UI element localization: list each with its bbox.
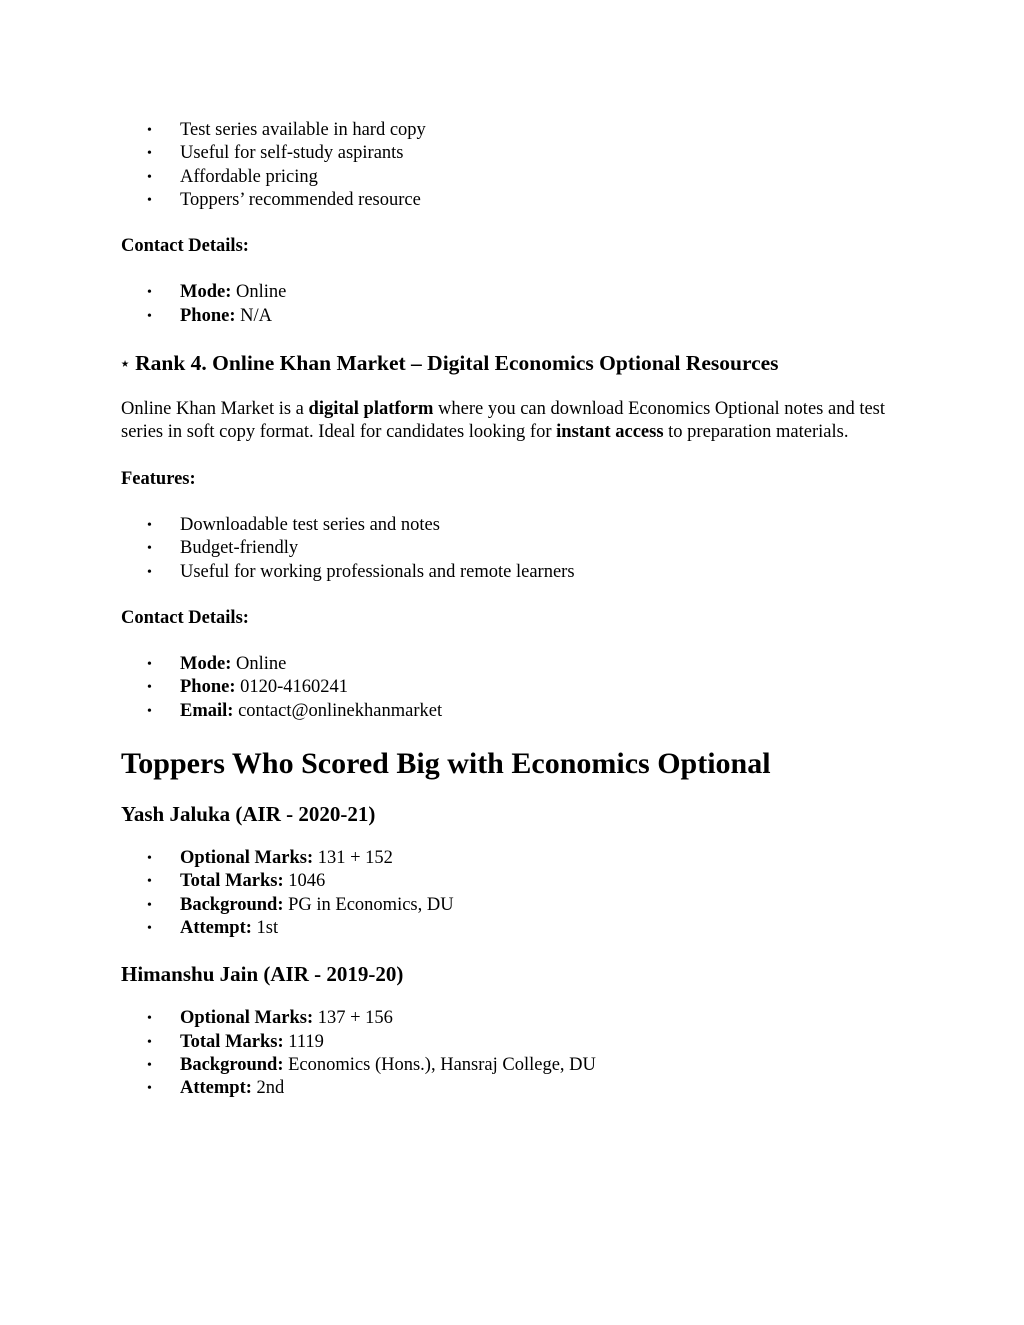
bullet-icon: •	[147, 1057, 152, 1073]
list-item: • Attempt: 1st	[121, 917, 911, 940]
bullet-icon: •	[147, 308, 152, 324]
bullet-icon: •	[147, 897, 152, 913]
list-item: • Test series available in hard copy	[121, 119, 911, 142]
list-item: • Phone: 0120-4160241	[121, 676, 911, 699]
bullet-icon: •	[147, 657, 152, 673]
list-item: • Optional Marks: 131 + 152	[121, 847, 911, 870]
bullet-icon: •	[147, 564, 152, 580]
rank4-heading: ⭑ Rank 4. Online Khan Market – Digital Economics Optional Resources	[121, 351, 779, 376]
toppers-heading: Toppers Who Scored Big with Economics Optional	[121, 747, 771, 781]
contact-list	[121, 281, 911, 328]
list-item: • Useful for working professionals and remote learners	[121, 561, 911, 584]
document-page	[121, 119, 911, 1100]
bullet-icon: •	[147, 703, 152, 719]
rank4-description: Online Khan Market is a digital platform where you can download Economics Optional notes and test series in soft copy format. Ideal for candidates looking for instant access to preparation materials.	[121, 399, 886, 443]
bullet-icon: •	[147, 1081, 152, 1097]
contact-details-heading: Contact Details:	[121, 236, 249, 257]
bullet-icon: •	[147, 1011, 152, 1027]
contact-details-heading: Contact Details:	[121, 607, 249, 628]
list-item: • Attempt: 2nd	[121, 1077, 911, 1100]
list-item: • Email: contact@onlinekhanmarket	[121, 700, 911, 723]
topper-name: Yash Jaluka (AIR - 2020-21)	[121, 802, 376, 827]
list-item: • Toppers’ recommended resource	[121, 189, 911, 212]
features-list	[121, 514, 911, 584]
bullet-icon: •	[147, 192, 152, 208]
bullet-icon: •	[147, 851, 152, 867]
list-item: • Mode: Online	[121, 281, 911, 304]
bullet-icon: •	[147, 169, 152, 185]
list-item: • Useful for self-study aspirants	[121, 142, 911, 165]
bullet-icon: •	[147, 1034, 152, 1050]
features-heading: Features:	[121, 468, 196, 489]
list-item: • Phone: N/A	[121, 305, 911, 328]
bullet-icon: •	[147, 680, 152, 696]
topper-details-list	[121, 1007, 911, 1100]
list-item: • Background: PG in Economics, DU	[121, 894, 911, 917]
topper-name: Himanshu Jain (AIR - 2019-20)	[121, 962, 404, 987]
list-item: • Total Marks: 1119	[121, 1031, 911, 1054]
bullet-icon: •	[147, 874, 152, 890]
bullet-icon: •	[147, 920, 152, 936]
bullet-icon: •	[147, 541, 152, 557]
bullet-icon: •	[147, 146, 152, 162]
bullet-icon: •	[147, 517, 152, 533]
topper-details-list	[121, 847, 911, 940]
bullet-icon: •	[147, 123, 152, 138]
contact-list	[121, 653, 911, 723]
list-item: • Downloadable test series and notes	[121, 514, 911, 537]
bullet-icon: •	[147, 285, 152, 301]
list-item: • Affordable pricing	[121, 166, 911, 189]
list-item: • Mode: Online	[121, 653, 911, 676]
list-item: • Budget-friendly	[121, 537, 911, 560]
star-icon: ⭑	[121, 354, 130, 373]
list-item: • Background: Economics (Hons.), Hansraj College, DU	[121, 1054, 911, 1077]
list-item: • Optional Marks: 137 + 156	[121, 1007, 911, 1030]
features-list-top	[121, 119, 911, 212]
list-item: • Total Marks: 1046	[121, 870, 911, 893]
